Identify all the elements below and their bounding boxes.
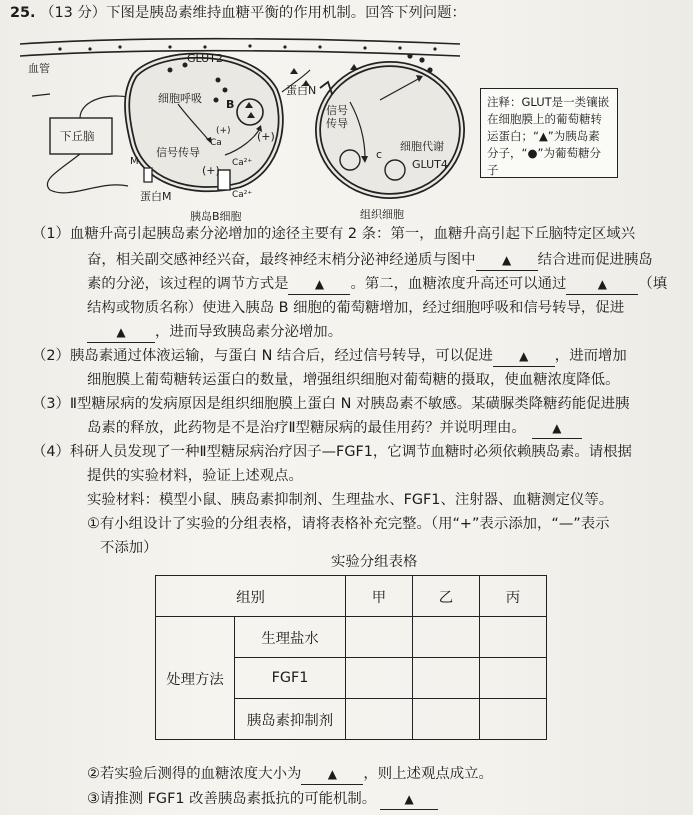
p2-line1-text-a: （2）胰岛素通过体液运输，与蛋白 N 结合后，经过信号转导，可以促进	[32, 348, 493, 364]
p3-blank-1[interactable]	[532, 418, 582, 439]
table-title: 实验分组表格	[331, 554, 418, 570]
p1-blank-2[interactable]	[288, 274, 350, 295]
p4-line2: 提供的实验材料，验证上述观点。	[87, 468, 303, 484]
p2-line1	[32, 346, 627, 367]
p1-line4: 结构或物质名称）使进入胰岛 B 细胞的葡萄糖增加，经过细胞呼吸和信号转导，促进	[87, 300, 625, 316]
treatment-label: 处理方法	[156, 617, 235, 740]
cell-input[interactable]	[413, 617, 480, 658]
blank-marker: ▲	[327, 767, 337, 781]
p1-line2-text-b: 结合进而促进胰岛	[537, 252, 653, 268]
p4-line4: ①有小组设计了实验的分组表格，请将表格补充完整。（用“+”表示添加，“—”表示	[87, 516, 610, 532]
question-points: （13 分）	[40, 5, 107, 21]
label-c: c	[376, 148, 383, 161]
label-glut4: GLUT4	[412, 158, 448, 171]
label-m: M	[130, 156, 139, 167]
blank-marker: ▲	[501, 253, 512, 267]
p1-line3	[87, 274, 667, 295]
p1-line2-text-a: 奋，相关副交感神经兴奋，最终神经末梢分泌神经递质与图中	[87, 252, 476, 268]
label-plus-2: (+)	[202, 164, 220, 177]
p1-blank-3[interactable]	[566, 274, 638, 295]
header-group-label: 组别	[156, 576, 346, 617]
p4-line3: 实验材料：模型小鼠、胰岛素抑制剂、生理盐水、FGF1、注射器、血糖测定仪等。	[87, 492, 614, 508]
p3-line2-text: 岛素的释放，此药物是不是治疗Ⅱ型糖尿病的最佳用药？并说明理由。	[87, 420, 526, 436]
p4-q2	[87, 764, 493, 785]
p1-line5-text: ，进而导致胰岛素分泌增加。	[155, 324, 343, 340]
p4-blank-3[interactable]	[380, 789, 438, 810]
table-header-row	[156, 576, 547, 617]
table-row	[156, 617, 547, 658]
blank-marker: ▲	[116, 325, 126, 339]
p4-q2-text-a: ②若实验后测得的血糖浓度大小为	[87, 766, 302, 782]
label-tissue-cell: 组织细胞	[360, 208, 404, 221]
p4-q3-text: ③请推测 FGF1 改善胰岛素抵抗的可能机制。	[87, 791, 377, 807]
p3-line2	[87, 418, 582, 439]
figure-note: 注释：GLUT是一类镶嵌在细胞膜上的葡萄糖转运蛋白；“▲”为胰岛素分子，“●”为葡萄糖分子	[480, 88, 618, 178]
label-protein-n: 蛋白N	[286, 84, 317, 97]
row-insulin-inhibitor: 胰岛素抑制剂	[235, 699, 346, 740]
header-group-b: 乙	[413, 576, 480, 617]
p4-q2-text-b: ，则上述观点成立。	[363, 766, 493, 782]
p4-blank-2[interactable]	[301, 764, 363, 785]
p4-line1: （4）科研人员发现了一种Ⅱ型糖尿病治疗因子—FGF1，它调节血糖时必须依赖胰岛素。请根据	[32, 444, 632, 460]
label-ca2: Ca²⁺	[232, 158, 253, 168]
cell-input[interactable]	[480, 699, 547, 740]
blank-marker: ▲	[404, 792, 414, 806]
label-ca: Ca	[210, 138, 222, 148]
p2-blank-1[interactable]	[493, 346, 555, 367]
row-fgf1: FGF1	[235, 658, 346, 699]
header-group-a: 甲	[346, 576, 413, 617]
p3-line1: （3）Ⅱ型糖尿病的发病原因是组织细胞膜上蛋白 N 对胰岛素不敏感。某磺脲类降糖药能促进胰	[32, 396, 630, 412]
p1-line2	[87, 250, 653, 271]
cell-input[interactable]	[346, 699, 413, 740]
p1-blank-1[interactable]	[476, 250, 538, 271]
question-number: 25.	[10, 5, 36, 21]
p1-line5	[87, 322, 342, 343]
cell-input[interactable]	[413, 699, 480, 740]
question-header	[10, 3, 466, 23]
question-stem: 下图是胰岛素维持血糖平衡的作用机制。回答下列问题：	[106, 5, 466, 21]
p4-line5: 不添加）	[100, 540, 158, 556]
p1-line3-text-b: 。第二，血糖浓度升高还可以通过	[350, 276, 567, 292]
label-glut2: GLUT2	[187, 52, 223, 65]
label-protein-m: 蛋白M	[140, 190, 172, 203]
label-cell-respiration: 细胞呼吸	[158, 92, 202, 105]
p2-line1-text-b: ，进而增加	[554, 348, 627, 364]
p1-line3-text-c: （填	[638, 276, 668, 292]
cell-input[interactable]	[413, 658, 480, 699]
experiment-group-table	[155, 575, 547, 740]
cell-input[interactable]	[346, 617, 413, 658]
p1-line3-text-a: 素的分泌，该过程的调节方式是	[87, 276, 289, 292]
header-group-c: 丙	[480, 576, 547, 617]
label-islet-b-cell: 胰岛B细胞	[190, 210, 242, 223]
blank-marker: ▲	[552, 421, 562, 435]
cell-input[interactable]	[480, 617, 547, 658]
p2-line2: 细胞膜上葡萄糖转运蛋白的数量，增强组织细胞对葡萄糖的摄取，使血糖浓度降低。	[87, 372, 620, 388]
insulin-mechanism-figure	[20, 30, 688, 226]
blank-marker: ▲	[597, 277, 607, 291]
blank-marker: ▲	[519, 349, 529, 363]
label-signal-left: 信号传导	[156, 146, 200, 159]
label-plus-3: (+)	[216, 126, 231, 136]
label-blood-vessel: 血管	[28, 62, 50, 75]
p1-blank-4[interactable]	[87, 322, 155, 343]
p4-q3	[87, 789, 438, 810]
cell-input[interactable]	[480, 658, 547, 699]
row-saline: 生理盐水	[235, 617, 346, 658]
label-signal-right: 信号 传导	[326, 104, 348, 130]
label-plus-1: (+)	[257, 130, 275, 143]
label-hypothalamus: 下丘脑	[60, 129, 95, 143]
label-cell-metabolism: 细胞代谢	[400, 140, 444, 153]
blank-marker: ▲	[314, 277, 325, 291]
label-b: B	[226, 98, 235, 111]
p1-line1: （1）血糖升高引起胰岛素分泌增加的途径主要有 2 条：第一，血糖升高引起下丘脑特定区域兴	[32, 226, 636, 242]
cell-input[interactable]	[346, 658, 413, 699]
label-ca2-lower: Ca²⁺	[232, 190, 253, 200]
